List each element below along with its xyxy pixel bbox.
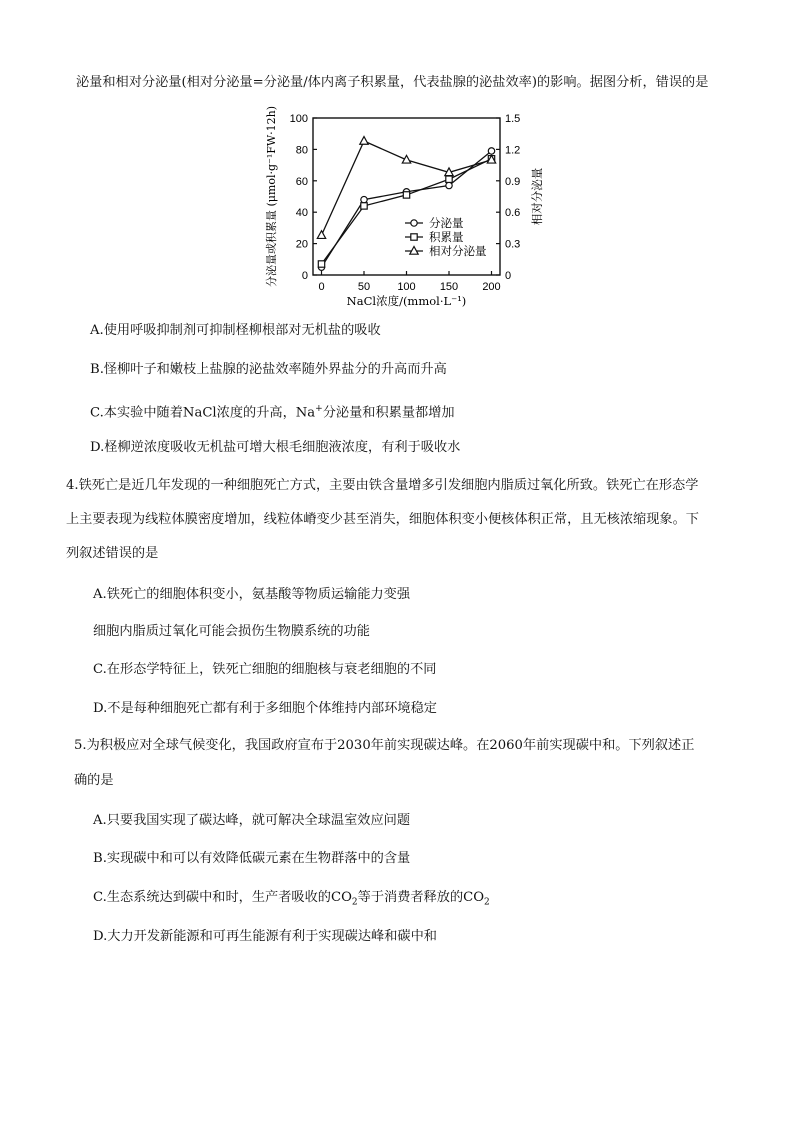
x-tick-label: 50 [357, 281, 371, 293]
q5-option-c-sub2: 2 [484, 897, 490, 908]
q5-option-d: D.大力开发新能源和可再生能源有利于实现碳达峰和碳中和 [93, 929, 437, 944]
q5-option-c-sub1: 2 [351, 897, 358, 908]
y-right-tick-label: 0 [505, 270, 512, 282]
data-point [403, 192, 409, 198]
q4-option-d: D.不是每种细胞死亡都有利于多细胞个体维持内部环境稳定 [93, 701, 437, 716]
y-right-tick-label: 0.9 [505, 175, 521, 188]
q3-option-b: B.怪柳叶子和嫩枝上盐腺的泌盐效率随外界盐分的升高而升高 [90, 362, 447, 377]
q3-option-c [90, 400, 455, 422]
legend-label: 分泌量 [429, 216, 464, 230]
data-point [361, 203, 367, 209]
y-left-tick-label: 80 [295, 144, 308, 157]
legend-marker [411, 234, 417, 240]
y-right-tick-label: 0.3 [505, 238, 521, 251]
q3-option-c-pre: C.本实验中随着NaCl浓度的升高，Na [90, 405, 316, 421]
q5-option-c [93, 889, 490, 912]
y-left-tick-label: 60 [295, 175, 308, 188]
legend-label: 积累量 [429, 230, 464, 244]
chart-svg [255, 105, 545, 320]
y-right-tick-label: 0.6 [505, 207, 521, 220]
q4-stem-line3: 列叙述错误的是 [66, 546, 159, 561]
data-point [317, 231, 325, 239]
q4-option-c: C.在形态学特征上，铁死亡细胞的细胞核与衰老细胞的不同 [93, 662, 437, 677]
q5-option-c-pre: C.生态系统达到碳中和时，生产者吸收的CO [93, 890, 352, 905]
q3-option-c-post: 分泌量和积累量都增加 [322, 405, 455, 421]
q3-option-d: D.柽柳逆浓度吸收无机盐可增大根毛细胞液浓度，有利于吸收水 [90, 440, 461, 455]
data-point [446, 182, 452, 188]
q5-stem-line1: 5.为积极应对全球气候变化，我国政府宣布于2030年前实现碳达峰。在2060年前实现碳中和。下列叙述正 [74, 738, 695, 753]
y-left-tick-label: 40 [295, 207, 308, 220]
x-tick-label: 0 [318, 281, 325, 293]
legend-label: 相对分泌量 [429, 244, 487, 258]
y-right-tick-label: 1.5 [505, 113, 521, 125]
x-tick-label: 150 [439, 281, 459, 293]
x-axis-label: NaCl浓度/(mmol·L⁻¹) [346, 294, 467, 308]
y-left-axis-label: 分泌量或积累量 (μmol·g⁻¹FW·12h) [265, 105, 278, 288]
q3-option-c-sup: + [315, 404, 323, 414]
y-right-axis-label: 相对分泌量 [530, 167, 544, 226]
q4-option-b: 细胞内脂质过氧化可能会损伤生物膜系统的功能 [93, 624, 370, 639]
x-tick-label: 200 [482, 281, 501, 293]
q5-option-c-mid: 等于消费者释放的CO [357, 890, 485, 905]
legend-marker [410, 247, 418, 255]
y-left-tick-label: 100 [289, 113, 308, 125]
q5-stem-line2: 确的是 [74, 773, 114, 788]
q3-option-a: A.使用呼吸抑制剂可抑制柽柳根部对无机盐的吸收 [90, 323, 381, 338]
data-point [360, 137, 368, 145]
y-left-tick-label: 0 [301, 270, 308, 282]
x-tick-label: 100 [397, 281, 416, 293]
chart [255, 105, 545, 320]
q4-stem-line1: 4.铁死亡是近几年发现的一种细胞死亡方式，主要由铁含量增多引发细胞内脂质过氧化所致。铁死亡在形态学 [66, 478, 699, 493]
q5-option-a: A.只要我国实现了碳达峰，就可解决全球温室效应问题 [93, 813, 411, 828]
y-left-tick-label: 20 [295, 238, 308, 251]
y-right-tick-label: 1.2 [505, 144, 521, 157]
data-point [446, 176, 452, 182]
intro-line: 泌量和相对分泌量(相对分泌量=分泌量/体内离子积累量，代表盐腺的泌盐效率)的影响。据图分析，错误的是 [76, 75, 709, 90]
q5-option-b: B.实现碳中和可以有效降低碳元素在生物群落中的含量 [93, 851, 411, 866]
data-point [488, 148, 494, 154]
data-point [318, 261, 324, 267]
q4-option-a: A.铁死亡的细胞体积变小，氨基酸等物质运输能力变强 [93, 587, 411, 602]
data-point [361, 196, 367, 202]
q4-stem-line2: 上主要表现为线粒体膜密度增加，线粒体嵴变少甚至消失，细胞体积变小便核体积正常，且无核浓缩现象。下 [66, 512, 699, 527]
legend-marker [411, 220, 417, 226]
